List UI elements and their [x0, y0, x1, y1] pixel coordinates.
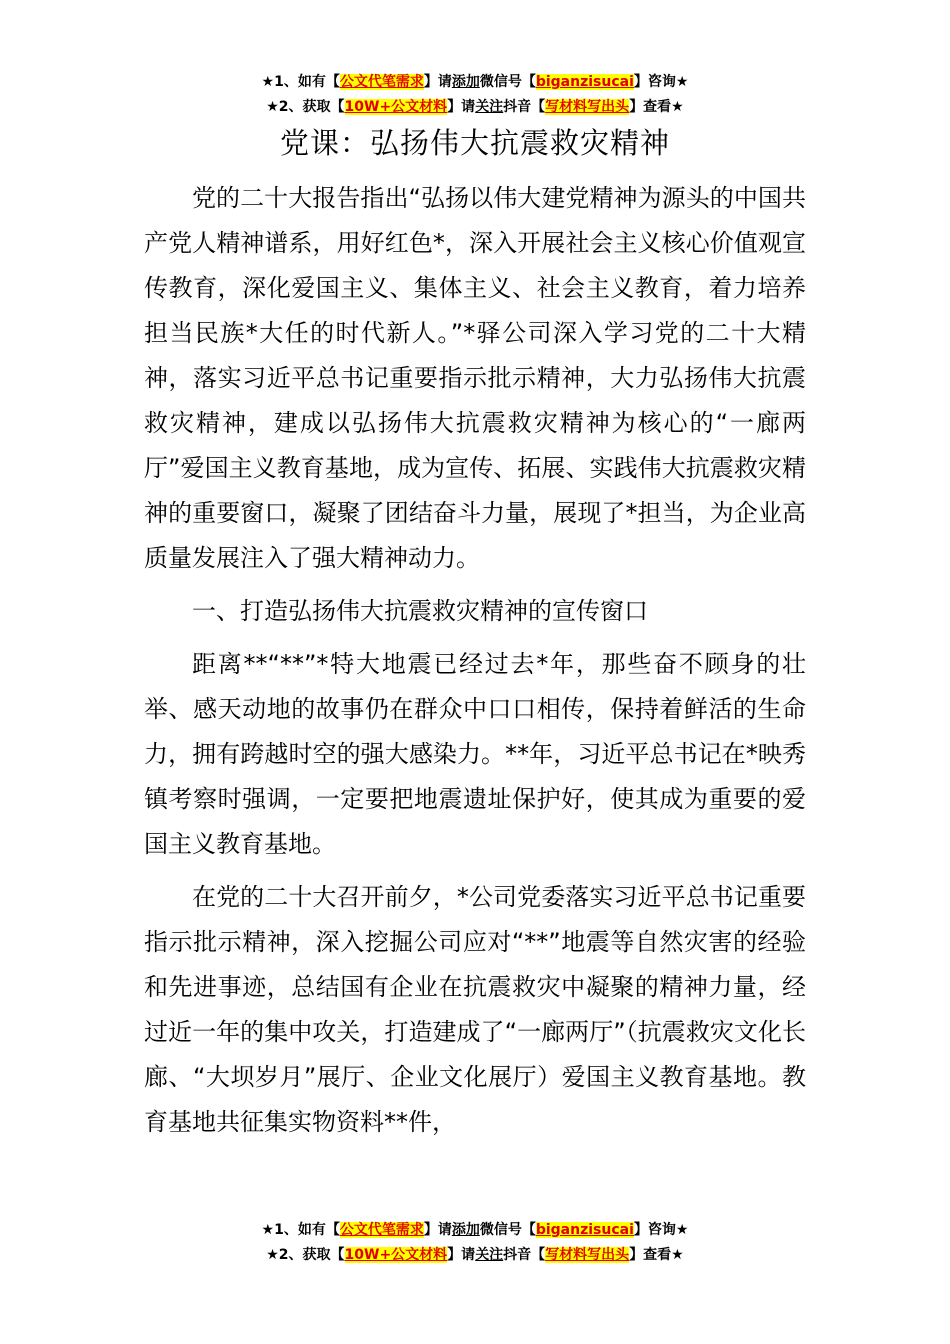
highlight-wechat-id: biganzisucai — [535, 74, 634, 90]
footer-banner — [0, 1218, 950, 1268]
highlight-service: 公文代笔需求 — [339, 1222, 424, 1238]
document-title: 党课：弘扬伟大抗震救灾精神 — [279, 126, 670, 160]
banner-line-1: ★1、如有【公文代笔需求】请添加微信号【biganzisucai】咨询★ — [261, 1222, 689, 1238]
highlight-douyin: 写材料写出头 — [545, 1247, 630, 1263]
document-body — [144, 176, 806, 1153]
paragraph-education-base: 在党的二十大召开前夕，*公司党委落实习近平总书记重要指示批示精神，深入挖掘公司应对“**”地震等自然灾害的经验和先进事迹，总结国有企业在抗震救灾中凝聚的精神力量，经过近一年的集中攻关，打造建成了“一廊两厅”（抗震救灾文化长廊、“大坝岁月”展厅、企业文化展厅）爱国主义教育基地。教育基地共征集实物资料**件， — [144, 883, 806, 1136]
paragraph-earthquake: 距离**“**”*特大地震已经过去*年，那些奋不顾身的壮举、感天动地的故事仍在群众中口口相传，保持着鲜活的生命力，拥有跨越时空的强大感染力。**年，习近平总书记在*映秀镇考察时强调，一定要把地震遗址保护好，使其成为重要的爱国主义教育基地。 — [144, 650, 806, 858]
highlight-wechat-id: biganzisucai — [535, 1222, 634, 1238]
highlight-douyin: 写材料写出头 — [545, 99, 630, 115]
banner-line-1: ★1、如有【公文代笔需求】请添加微信号【biganzisucai】咨询★ — [261, 74, 689, 90]
highlight-service: 公文代笔需求 — [339, 74, 424, 90]
highlight-materials: 10W+公文材料 — [344, 99, 448, 115]
paragraph-intro: 党的二十大报告指出“弘扬以伟大建党精神为源头的中国共产党人精神谱系，用好红色*，深入开展社会主义核心价值观宣传教育，深化爱国主义、集体主义、社会主义教育，着力培养担当民族*大任的时代新人。”*驿公司深入学习党的二十大精神，落实习近平总书记重要指示批示精神，大力弘扬伟大抗震救灾精神，建成以弘扬伟大抗震救灾精神为核心的“一廊两厅”爱国主义教育基地，成为宣传、拓展、实践伟大抗震救灾精神的重要窗口，凝聚了团结奋斗力量，展现了*担当，为企业高质量发展注入了强大精神动力。 — [144, 184, 806, 572]
header-banner — [0, 70, 950, 120]
highlight-materials: 10W+公文材料 — [344, 1247, 448, 1263]
banner-line-2: ★2、获取【10W+公文材料】请关注抖音【写材料写出头】查看★ — [266, 99, 684, 115]
section-heading-1: 一、打造弘扬伟大抗震救灾精神的宣传窗口 — [192, 597, 648, 625]
banner-line-2: ★2、获取【10W+公文材料】请关注抖音【写材料写出头】查看★ — [266, 1247, 684, 1263]
